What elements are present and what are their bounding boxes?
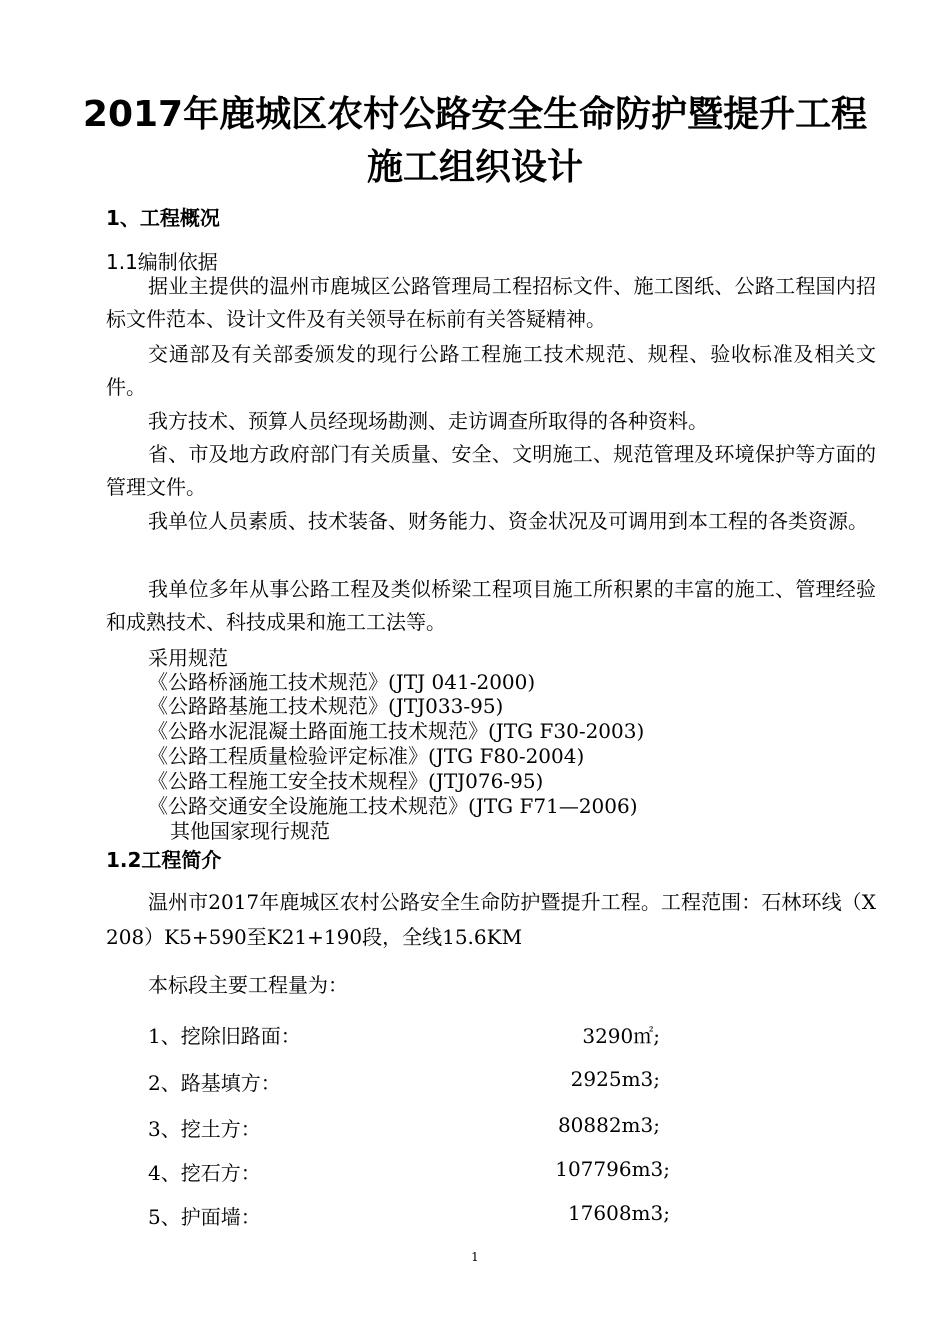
page-number: 1 (471, 1250, 479, 1264)
standard-item: 《公路工程施工安全技术规程》(JTJ076-95) (148, 769, 544, 793)
quantity-label: 3、挖土方： (148, 1117, 261, 1141)
standard-item: 《公路水泥混凝土路面施工技术规范》(JTG F30-2003) (148, 719, 645, 743)
standard-item: 《公路工程质量检验评定标准》(JTG F80-2004) (148, 744, 585, 768)
basis-paragraph-1: 据业主提供的温州市鹿城区公路管理局工程招标文件、施工图纸、公路工程国内招标文件范本、设计文件及有关领导在标前有关答疑精神。 (106, 274, 876, 331)
standards-label: 采用规范 (148, 646, 228, 670)
standard-item: 《公路交通安全设施施工技术规范》(JTG F71—2006) (148, 794, 638, 818)
quantity-label: 4、挖石方： (148, 1161, 261, 1185)
other-standards: 其他国家现行规范 (170, 819, 330, 843)
basis-paragraph-4: 省、市及地方政府部门有关质量、安全、文明施工、规范管理及环境保护等方面的管理文件。 (106, 442, 876, 499)
quantity-label: 1、挖除旧路面： (148, 1024, 301, 1048)
quantity-label: 5、护面墙： (148, 1205, 261, 1229)
quantity-value: 107796m3; (555, 1157, 670, 1181)
quantities-intro: 本标段主要工程量为： (148, 973, 348, 997)
introduction-paragraph: 温州市2017年鹿城区农村公路安全生命防护暨提升工程。工程范围：石林环线（X208）K5+590至K21+190段，全线15.6KM (106, 890, 876, 949)
standard-item: 《公路桥涵施工技术规范》(JTJ 041-2000) (148, 670, 536, 694)
quantity-value: 2925m3; (570, 1067, 660, 1091)
basis-paragraph-5: 我单位人员素质、技术装备、财务能力、资金状况及可调用到本工程的各类资源。 (148, 509, 868, 533)
document-title-line1: 2017年鹿城区农村公路安全生命防护暨提升工程 (82, 94, 868, 135)
subsection-heading-basis: 1.1编制依据 (106, 250, 218, 274)
document-title-line2: 施工组织设计 (366, 147, 583, 188)
basis-paragraph-2: 交通部及有关部委颁发的现行公路工程施工技术规范、规程、验收标准及相关文件。 (106, 342, 876, 399)
subsection-heading-introduction: 1.2工程简介 (106, 848, 222, 872)
basis-paragraph-3: 我方技术、预算人员经现场勘测、走访调查所取得的各种资料。 (148, 409, 708, 433)
standard-item: 《公路路基施工技术规范》(JTJ033-95) (148, 694, 504, 718)
quantity-value: 3290㎡; (582, 1024, 660, 1048)
section-heading-overview: 1、工程概况 (106, 206, 220, 230)
basis-paragraph-6: 我单位多年从事公路工程及类似桥梁工程项目施工所积累的丰富的施工、管理经验和成熟技术、科技成果和施工工法等。 (106, 577, 876, 634)
quantity-value: 17608m3; (567, 1201, 670, 1225)
quantity-label: 2、路基填方： (148, 1071, 281, 1095)
quantity-value: 80882m3; (557, 1113, 660, 1137)
